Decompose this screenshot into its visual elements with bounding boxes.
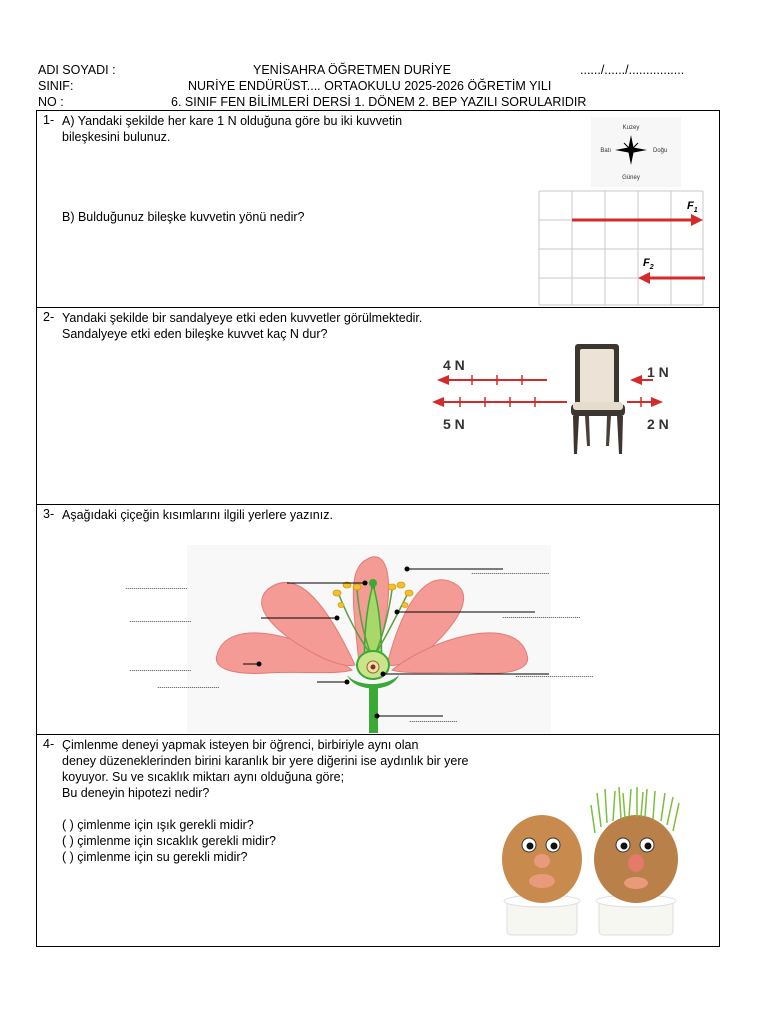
chair-force-diagram xyxy=(427,340,687,465)
answer-blank-8[interactable]: ........................ xyxy=(409,714,458,724)
question-2-box xyxy=(36,307,720,505)
question-4-option-3[interactable]: ( ) çimlenme için su gerekli midir? xyxy=(62,850,248,864)
compass-south-label: Güney xyxy=(622,175,640,181)
answer-blank-2[interactable]: ............................... xyxy=(129,614,192,624)
question-2-line2: Sandalyeye etki eden bileşke kuvvet kaç N dur? xyxy=(62,327,328,341)
head-without-grass xyxy=(502,815,582,935)
question-1-box xyxy=(36,110,720,308)
question-2-number: 2- xyxy=(43,310,55,324)
name-label: ADI SOYADI : xyxy=(38,63,116,77)
compass-rose xyxy=(591,117,681,187)
question-3-number: 3- xyxy=(43,507,55,521)
compass-east-label: Doğu xyxy=(653,148,668,154)
force-5n-arrow xyxy=(432,397,567,407)
question-4-option-2[interactable]: ( ) çimlenme için sıcaklık gerekli midir? xyxy=(62,834,276,848)
question-1-part-a-line2: bileşkesini bulunuz. xyxy=(62,130,171,144)
question-4-line1: Çimlenme deneyi yapmak isteyen bir öğrenci, birbiriyle aynı olan xyxy=(62,738,419,752)
force-2-label: $F_2$ xyxy=(643,257,654,271)
question-4-line3: koyuyor. Su ve sıcaklık miktarı aynı olduğuna göre; xyxy=(62,770,345,784)
question-1-part-a-line1: A) Yandaki şekilde her kare 1 N olduğuna göre bu iki kuvvetin xyxy=(62,114,403,128)
question-4-box xyxy=(36,734,720,947)
force-1n-label: 1 N xyxy=(647,364,669,380)
teacher-name: YENİSAHRA ÖĞRETMEN DURİYE xyxy=(253,63,451,77)
answer-blank-5[interactable]: ....................................... xyxy=(471,566,550,576)
question-3-line1: Aşağıdaki çiçeğin kısımlarını ilgili yerlere yazınız. xyxy=(62,508,333,522)
date-field[interactable]: ....../....../................ xyxy=(580,63,685,77)
question-4-option-1[interactable]: ( ) çimlenme için ışık gerekli midir? xyxy=(62,818,254,832)
question-4-line2: deney düzeneklerinden birini karanlık bir yere diğerini ise aydınlık bir yere xyxy=(62,754,469,768)
force-5n-label: 5 N xyxy=(443,416,465,432)
answer-blank-3[interactable]: ............................... xyxy=(129,663,192,673)
compass-west-label: Batı xyxy=(600,148,611,154)
compass-north-label: Kuzey xyxy=(622,125,640,131)
force-1-label: $F_1$ xyxy=(687,200,698,214)
force-grid xyxy=(537,189,707,307)
question-4-line4: Bu deneyin hipotezi nedir? xyxy=(62,786,210,800)
answer-blank-1[interactable]: ............................... xyxy=(125,581,188,591)
force-2n-arrow xyxy=(627,397,663,407)
force-4n-arrow xyxy=(437,375,547,385)
head-with-grass xyxy=(591,787,679,935)
school-name: NURİYE ENDÜRÜST.... ORTAOKULU 2025-2026 ÖĞRETİM YILI xyxy=(188,79,552,93)
force-4n-label: 4 N xyxy=(443,357,465,373)
question-3-box xyxy=(36,504,720,735)
question-1-part-b: B) Bulduğunuz bileşke kuvvetin yönü nedir? xyxy=(62,210,305,224)
answer-blank-7[interactable]: ....................................... xyxy=(515,669,594,679)
force-2n-label: 2 N xyxy=(647,416,669,432)
answer-blank-6[interactable]: ....................................... xyxy=(502,610,581,620)
question-4-number: 4- xyxy=(43,737,55,751)
chair-image xyxy=(571,344,625,454)
question-2-line1: Yandaki şekilde bir sandalyeye etki eden kuvvetler görülmektedir. xyxy=(62,311,423,325)
number-label: NO : xyxy=(38,95,64,109)
exam-title: 6. SINIF FEN BİLİMLERİ DERSİ 1. DÖNEM 2. BEP YAZILI SORULARIDIR xyxy=(171,95,587,109)
answer-blank-4[interactable]: ............................... xyxy=(157,680,220,690)
germination-heads-image xyxy=(493,787,699,939)
class-label: SINIF: xyxy=(38,79,74,93)
question-1-number: 1- xyxy=(43,113,55,127)
flower-stem xyxy=(369,685,378,733)
